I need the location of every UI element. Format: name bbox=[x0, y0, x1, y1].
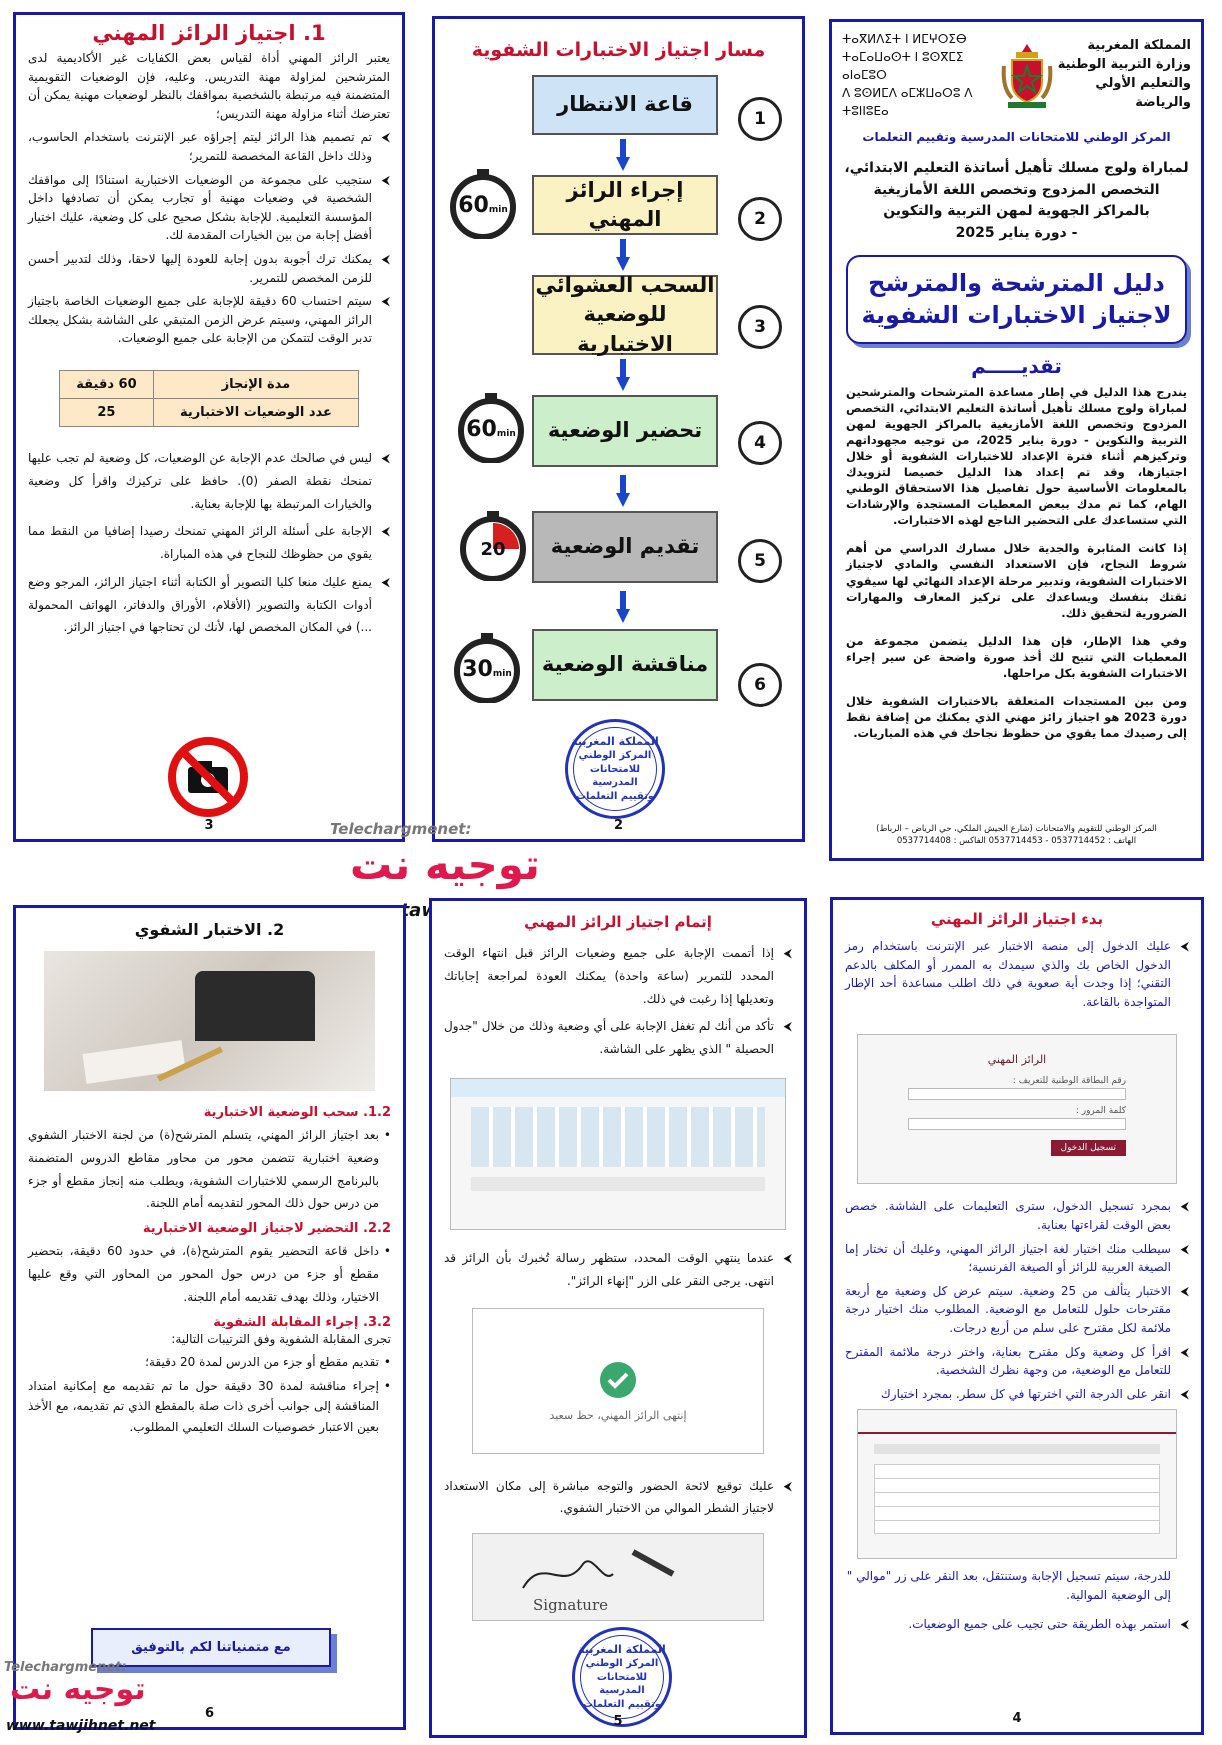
section-body bbox=[432, 1236, 804, 1304]
bullet-item: ⮜ ستجيب على مجموعة من الوضعيات الاختبارية استنادًا إلى مواقفك الشخصية في وضعيات مهنية أو تجارب يمكن أن تصادفها داخل المؤسسة التعليمية. للإجابة بشكل صحيح على كل وضعية، عليك اختيار أفضل إجابة من بين الخيارات المقدمة لك. bbox=[28, 171, 390, 245]
bullet-item: ⮜ يمنع عليك منعا كليا التصوير أو الكتابة أثناء اجتياز الرائز، المرجو وضع أدوات الكتابة والتصوير (الأقلام، الأوراق والدفاتر، الهواتف المحمولة ...) في المكان المخصص لها، لأنك لن تحتاجها في اجتياز الرائز. bbox=[28, 571, 390, 639]
step-number bbox=[738, 663, 782, 707]
session-line: - دورة يناير 2025 bbox=[955, 225, 1078, 242]
stamp-line: المركز الوطني bbox=[585, 1658, 659, 1670]
panel-start-test bbox=[830, 897, 1204, 1735]
bullet-item: • إجراء مناقشة لمدة 30 دقيقة حول ما تم تقديمه مع إمكانية امتداد المناقشة إلى جوانب أخرى ذات صلة بالمقطع الذي تم تقديمه، مع الأخذ بعين الاعتبار خصوصيات السلك التعليمي المطلوب. bbox=[28, 1376, 391, 1437]
timer-value: 60 bbox=[466, 417, 497, 442]
stamp-line: وتقييم التعلمات bbox=[582, 1698, 662, 1710]
flow-step-discussion bbox=[532, 629, 718, 701]
center-name: المركز الوطني للامتحانات المدرسية وتقييم التعلمات bbox=[862, 130, 1171, 144]
phone-line: الهاتف : 0537714452 - 0537714453 الفاكس : 0537714408 bbox=[896, 836, 1137, 847]
section-body bbox=[833, 1184, 1201, 1403]
timer-unit: min bbox=[492, 669, 512, 679]
contest-info bbox=[832, 158, 1201, 245]
watermark-brand: توجيه نت bbox=[10, 1672, 146, 1707]
down-arrow-icon bbox=[616, 359, 630, 391]
login-field[interactable] bbox=[908, 1088, 1126, 1100]
panel-oral-exam bbox=[13, 905, 406, 1730]
info-table bbox=[59, 370, 359, 427]
bullet-item: ⮜ ليس في صالحك عدم الإجابة عن الوضعيات، كل وضعية لم تجب عليها تمنحك نقطة الصفر (0). حافظ على تركيزك واقرأ كل وضعية والخيارات المرتبطة بها للإجابة بعناية. bbox=[28, 447, 390, 515]
step-number-text: 3 bbox=[754, 317, 766, 337]
summary-screenshot bbox=[450, 1078, 786, 1230]
official-stamp bbox=[565, 719, 665, 819]
step-number bbox=[738, 539, 782, 583]
step-label: تحضير الوضعية bbox=[547, 418, 703, 443]
section-title: بدء اجتياز الرائز المهني bbox=[930, 910, 1104, 928]
bullet-item: ⮜ إذا أتممت الإجابة على جميع وضعيات الرائز قبل انتهاء الوقت المحدد للتمرير (ساعة واحدة) يمكنك العودة لمراجعة إجاباتك وتعديلها إذا رغبت في ذلك. bbox=[444, 942, 792, 1010]
stamp-line: المملكة المغربية bbox=[571, 734, 659, 748]
pen-icon bbox=[513, 1544, 693, 1604]
down-arrow-icon bbox=[616, 139, 630, 171]
page-number: 5 bbox=[613, 1714, 623, 1729]
login-screenshot bbox=[857, 1034, 1177, 1184]
contest-line: التخصص المزدوج وتخصص اللغة الأمازيغية bbox=[873, 181, 1160, 198]
section-title: 2. الاختبار الشفوي bbox=[134, 920, 285, 939]
section-body bbox=[833, 928, 1201, 1020]
flow-step-professional-test bbox=[532, 175, 718, 235]
table-cell: 60 دقيقة bbox=[60, 370, 154, 398]
down-arrow-icon bbox=[616, 239, 630, 271]
subsection-title: 1.2. سحب الوضعية الاختبارية bbox=[203, 1105, 391, 1120]
contact-footer bbox=[842, 823, 1191, 849]
meeting-photo bbox=[44, 951, 375, 1091]
page-number: 3 bbox=[204, 818, 214, 833]
login-button[interactable]: تسجيل الدخول bbox=[1051, 1140, 1126, 1156]
step-label: قاعة الانتظار bbox=[557, 92, 693, 117]
step-number-text: 6 bbox=[754, 675, 766, 695]
signature-text: Signature bbox=[533, 1596, 609, 1615]
section-body bbox=[16, 1091, 403, 1449]
subsection-intro: تجرى المقابلة الشفوية وفق الترتيبات التالية: bbox=[171, 1331, 391, 1346]
bullet-item: ⮜ تأكد من أنك لم تغفل الإجابة على أي وضعية وذلك من خلال "جدول الحصيلة " الذي يظهر على الشاشة. bbox=[444, 1015, 792, 1061]
flow-step-random-draw bbox=[532, 272, 718, 356]
flow-step-waiting-room bbox=[532, 75, 718, 135]
step-label: إجراء الرائز المهني bbox=[566, 177, 684, 231]
good-luck-banner: مع متمنياتنا لكم بالتوفيق bbox=[91, 1628, 331, 1667]
step-label: مناقشة الوضعية bbox=[541, 652, 709, 677]
tifinagh-name bbox=[842, 30, 998, 120]
guide-title: دليل المترشحة والمترشح لاجتياز الاختبارات الشفوية bbox=[846, 255, 1187, 344]
bullet-item: ⮜ انقر على الدرجة التي اخترتها في كل سطر. بمجرد اختيارك bbox=[845, 1385, 1189, 1404]
bullet-item: ⮜ عندما ينتهي الوقت المحدد، ستظهر رسالة تُخبرك بأن الرائز قد انتهى. يرجى النقر على الزر "إنهاء الرائز". bbox=[444, 1247, 792, 1293]
bullet-item: ⮜ الاختبار يتألف من 25 وضعية. سيتم عرض كل وضعية مع أربعة مقترحات حلول للتعامل مع الوضعية. المطلوب منك اختيار درجة ملائمة لكل مقترح على سلم من أربع درجات. bbox=[845, 1282, 1189, 1338]
watermark-label: Telechargmenet: bbox=[330, 820, 472, 838]
section-body bbox=[833, 1559, 1201, 1646]
stopwatch-icon bbox=[455, 391, 527, 463]
intro-paragraph: إذا كانت المثابرة والجدية خلال مسارك الدراسي من أهم شروط النجاح، فإن الاستعداد النفسي والمادي لاجتياز الاختبارات الشفوية، وتدبير مرحلة الإعداد النهائي لها سيقوي ثقتك بنفسك ويساعدك على تركيز المعارف والمهارات الضرورية لتحقيق ذلك. bbox=[846, 541, 1187, 620]
bullet-item: ⮜ تم تصميم هذا الرائز ليتم إجراؤه عبر الإنترنت باستخدام الحاسوب، وذلك داخل القاعة المخصصة للتمرير؛ bbox=[28, 128, 390, 165]
ministry-line: وزارة التربية الوطنية bbox=[1057, 57, 1191, 73]
table-cell: عدد الوضعيات الاختبارية bbox=[153, 398, 358, 426]
no-camera-icon bbox=[166, 735, 250, 819]
section-title: إتمام اجتياز الرائز المهني bbox=[524, 913, 712, 931]
intro-heading: تقديـــــم bbox=[971, 353, 1062, 378]
timer-value: 30 bbox=[462, 657, 493, 682]
step-number bbox=[738, 305, 782, 349]
login-label: رقم البطاقة الوطنية للتعريف : bbox=[1012, 1076, 1126, 1087]
finish-message: إنتهى الرائز المهني، حظ سعيد bbox=[549, 1408, 687, 1422]
tifinagh-line: ⴷ ⵓⵙⵍⵎⴷ ⴰⵎⵣⵡⴰⵔⵓ ⴷ ⵜⵓⵏⵏⵓⴹⴰ bbox=[842, 86, 973, 118]
page-number: 6 bbox=[204, 1706, 215, 1721]
login-label: كلمة المرور : bbox=[1075, 1106, 1126, 1117]
bullet-item: • داخل قاعة التحضير يقوم المترشح(ة)، في حدود 60 دقيقة، بتحضير مقطع أو جزء من درس حول المحور من المحاور التي وقع عليها الاختيار، وذلك بهدف تقديمه أمام اللجنة. bbox=[28, 1240, 391, 1308]
timer-unit: min bbox=[488, 205, 508, 215]
intro-paragraph: ومن بين المستجدات المتعلقة بالاختبارات الشفوية خلال دورة 2023 هو اجتياز رائز مهني الذي يمكنك من إضافة نقط إلى رصيدك مما يقوي من حظوظ نجاحك في هذه المباريات. bbox=[846, 694, 1188, 741]
stamp-line: المملكة المغربية bbox=[578, 1642, 666, 1656]
step-number-text: 5 bbox=[754, 551, 766, 571]
flow-step-presentation bbox=[532, 511, 718, 583]
signature-image bbox=[472, 1533, 764, 1621]
table-cell: مدة الإنجاز bbox=[153, 370, 358, 398]
panel-professional-test bbox=[13, 12, 405, 842]
intro-paragraph: يعتبر الرائز المهني أداة لقياس بعض الكفايات غير الأكاديمية لدى المترشحين لمزاولة مهنة التدريس. وعليه، فإن الوضعيات التقويمية المتضمنة فيه مرتبطة بالشخصية بمواقفك بالنظر لوضعيات مهنية يمكن أن تعترضك أثناء مزاولة مهنة التدريس؛ bbox=[28, 51, 390, 121]
watermark-label: Telechargmenet: bbox=[4, 1660, 127, 1675]
step-number bbox=[738, 197, 782, 241]
bullet-item: ⮜ استمر بهذه الطريقة حتى تجيب على جميع الوضعيات. bbox=[845, 1615, 1189, 1634]
step-label: السحب العشوائي للوضعية الاختبارية bbox=[535, 272, 715, 356]
bullet-item: ⮜ عليك الدخول إلى منصة الاختبار عبر الإنترنت باستخدام رمز الدخول الخاص بك والذي سيمدك به الممرر أو المكلف بالدعم التقني؛ إذا وجدت أية صعوبة في ذلك اطلب مساعدة أحد الإطار المتواجدة بالقاعة. bbox=[845, 937, 1189, 1011]
check-circle-icon bbox=[599, 1361, 637, 1399]
bullet-item: ⮜ سيطلب منك اختيار لغة اجتياز الرائز المهني، وعليك أن تختار إما الصيغة العربية للرائز أو الصيغة الفرنسية؛ bbox=[845, 1240, 1189, 1277]
kingdom-name bbox=[1056, 37, 1191, 112]
section-body bbox=[16, 45, 402, 648]
watermark-brand: توجيه نت bbox=[350, 840, 540, 889]
stamp-line: للامتحانات المدرسية bbox=[589, 763, 641, 789]
address-line: المركز الوطني للتقويم والامتحانات (شارع الجيش الملكي، حي الرياض – الرباط) bbox=[876, 823, 1157, 834]
login-title: الرائز المهني bbox=[987, 1053, 1047, 1067]
section-body bbox=[432, 931, 804, 1072]
bullet-item: ⮜ بمجرد تسجيل الدخول، سترى التعليمات على الشاشة. خصص بعض الوقت لقراءتها بعناية. bbox=[845, 1197, 1189, 1234]
stamp-line: وتقييم التعلمات bbox=[575, 790, 655, 802]
intro-paragraph: وفي هذا الإطار، فإن هذا الدليل يتضمن مجموعة من المعطيات التي تتيح لك أخذ صورة واضحة عن سير إجراء الاختبارات الشفوية بكل مراحلها. bbox=[846, 633, 1187, 681]
page-number: 2 bbox=[613, 818, 624, 833]
down-arrow-icon bbox=[616, 475, 630, 507]
intro-paragraph: يندرج هذا الدليل في إطار مساعدة المترشحات والمترشحين لمباراة ولوج مسلك تأهيل أساتذة التعليم الابتدائي، التخصص المزدوج وتخصص اللغة الأمازيغية بالمراكز الجهوية لمهن التربية والتكوين - دورة يناير 2025، من توجيه مجهوداتهم وتركيزهم أثناء فترة الإعداد للاختبارات الشفوية أو خلال اجتيازها، وقد تم إعداد هذا الدليل خصيصا لتزويدك بالمعلومات الأساسية حول تفاصيل هذا الاستحقاق الوطني الهام، كما تم مدك ببعض المعطيات المستجدة والإرشادات التي ستساعدك على التحضير الناجع لهذه الاختبارات. bbox=[846, 384, 1187, 528]
step-number-text: 1 bbox=[754, 109, 766, 129]
intro-text bbox=[832, 378, 1201, 748]
stopwatch-icon bbox=[451, 631, 523, 703]
logo-header bbox=[832, 22, 1201, 120]
flow-step-preparation bbox=[532, 395, 718, 467]
subsection-title: 3.2. إجراء المقابلة الشفوية bbox=[213, 1314, 391, 1330]
timer-value: 20 bbox=[480, 539, 506, 560]
finish-screenshot bbox=[472, 1308, 764, 1454]
bullet-item: • بعد اجتياز الرائز المهني، يتسلم المترشح(ة) من لجنة الاختبار الشفوي وضعية اختبارية تتضمن محور من محاور مقاطع الدروس المتضمنة بالبرنامج الرسمي للاختبارات الشفوية، ويطلب منه إنجاز مقطع أو جزء من درس حول ذلك المحور لتقديمه أمام اللجنة. bbox=[28, 1124, 391, 1215]
bullet-item: ⮜ اقرأ كل وضعية وكل مقترح بعناية، واختر درجة ملائمة المقترح للتعامل مع الوضعية، من وجهة نظرك الشخصية. bbox=[845, 1343, 1189, 1380]
timer-unit: min bbox=[496, 429, 516, 439]
tifinagh-line: ⵜⴰⵎⴰⵡⴰⵙⵜ ⵏ ⵓⵙⴳⵎⵉ ⴰⵏⴰⵎⵓⵔ bbox=[842, 50, 964, 82]
watermark-url: www.tawjihnet.net bbox=[6, 1718, 156, 1734]
panel-cover bbox=[829, 19, 1204, 861]
step-number bbox=[738, 421, 782, 465]
section-title: 1. اجتياز الرائز المهني bbox=[92, 21, 326, 45]
stamp-line: المركز الوطني bbox=[578, 750, 652, 762]
stopwatch-icon bbox=[447, 167, 519, 239]
bullet-item: ⮜ الإجابة على أسئلة الرائز المهني تمنحك رصيدا إضافيا من النقط مما يقوي من حظوظك للنجاح في هذه المباراة. bbox=[28, 520, 390, 566]
stopwatch-icon bbox=[457, 509, 529, 581]
bullet-item: • تقديم مقطع أو جزء من الدرس لمدة 20 دقيقة؛ bbox=[28, 1353, 391, 1372]
section-body bbox=[432, 1458, 804, 1530]
bullet-item: ⮜ يمكنك ترك أجوبة بدون إجابة للعودة إليها لاحقا، وذلك لتدبير أحسن للزمن المخصص للتمرير. bbox=[28, 250, 390, 287]
kingdom-line: المملكة المغربية bbox=[1087, 38, 1191, 54]
bullet-item: ⮜ سيتم احتساب 60 دقيقة للإجابة على جميع الوضعيات الخاصة باجتياز الرائز المهني، وسيتم عرض الزمن المتبقي على الشاشة بشكل يجعلك تدبر الوقت لتتمكن من الإجابة على جميع الوضعيات. bbox=[28, 292, 390, 348]
contest-line: بالمراكز الجهوية لمهن التربية والتكوين bbox=[883, 203, 1150, 220]
flow-title: مسار اجتياز الاختبارات الشفوية bbox=[471, 39, 766, 61]
panel-flow bbox=[432, 16, 805, 842]
bullet-continuation: للدرجة، سيتم تسجيل الإجابة وستنتقل، بعد النقر على زر "موالي " إلى الوضعية الموالية. bbox=[846, 1569, 1171, 1602]
royal-emblem-icon bbox=[998, 38, 1056, 112]
panel-finish-test bbox=[429, 898, 807, 1738]
ministry-line: والتعليم الأولي والرياضة bbox=[1095, 76, 1191, 110]
step-number bbox=[738, 97, 782, 141]
official-stamp bbox=[572, 1627, 672, 1727]
stamp-line: للامتحانات المدرسية bbox=[596, 1671, 648, 1697]
step-number-text: 4 bbox=[754, 433, 766, 453]
password-field[interactable] bbox=[908, 1118, 1126, 1130]
question-screenshot bbox=[857, 1409, 1177, 1559]
contest-line: لمباراة ولوج مسلك تأهيل أساتذة التعليم الابتدائي، bbox=[844, 160, 1189, 176]
subsection-title: 2.2. التحضير لاجتياز الوضعية الاختبارية bbox=[142, 1221, 391, 1237]
table-cell: 25 bbox=[60, 398, 154, 426]
step-label: تقديم الوضعية bbox=[550, 534, 700, 559]
bullet-item: ⮜ عليك توقيع لائحة الحضور والتوجه مباشرة إلى مكان الاستعداد لاجتياز الشطر الموالي من الاختبار الشفوي. bbox=[444, 1475, 792, 1521]
down-arrow-icon bbox=[616, 591, 630, 623]
tifinagh-line: ⵜⴰⴳⵍⴷⵉⵜ ⵏ ⵍⵎⵖⵔⵉⴱ bbox=[842, 32, 967, 46]
timer-value: 60 bbox=[458, 193, 489, 218]
page-number: 4 bbox=[1012, 1711, 1022, 1726]
step-number-text: 2 bbox=[754, 209, 766, 229]
